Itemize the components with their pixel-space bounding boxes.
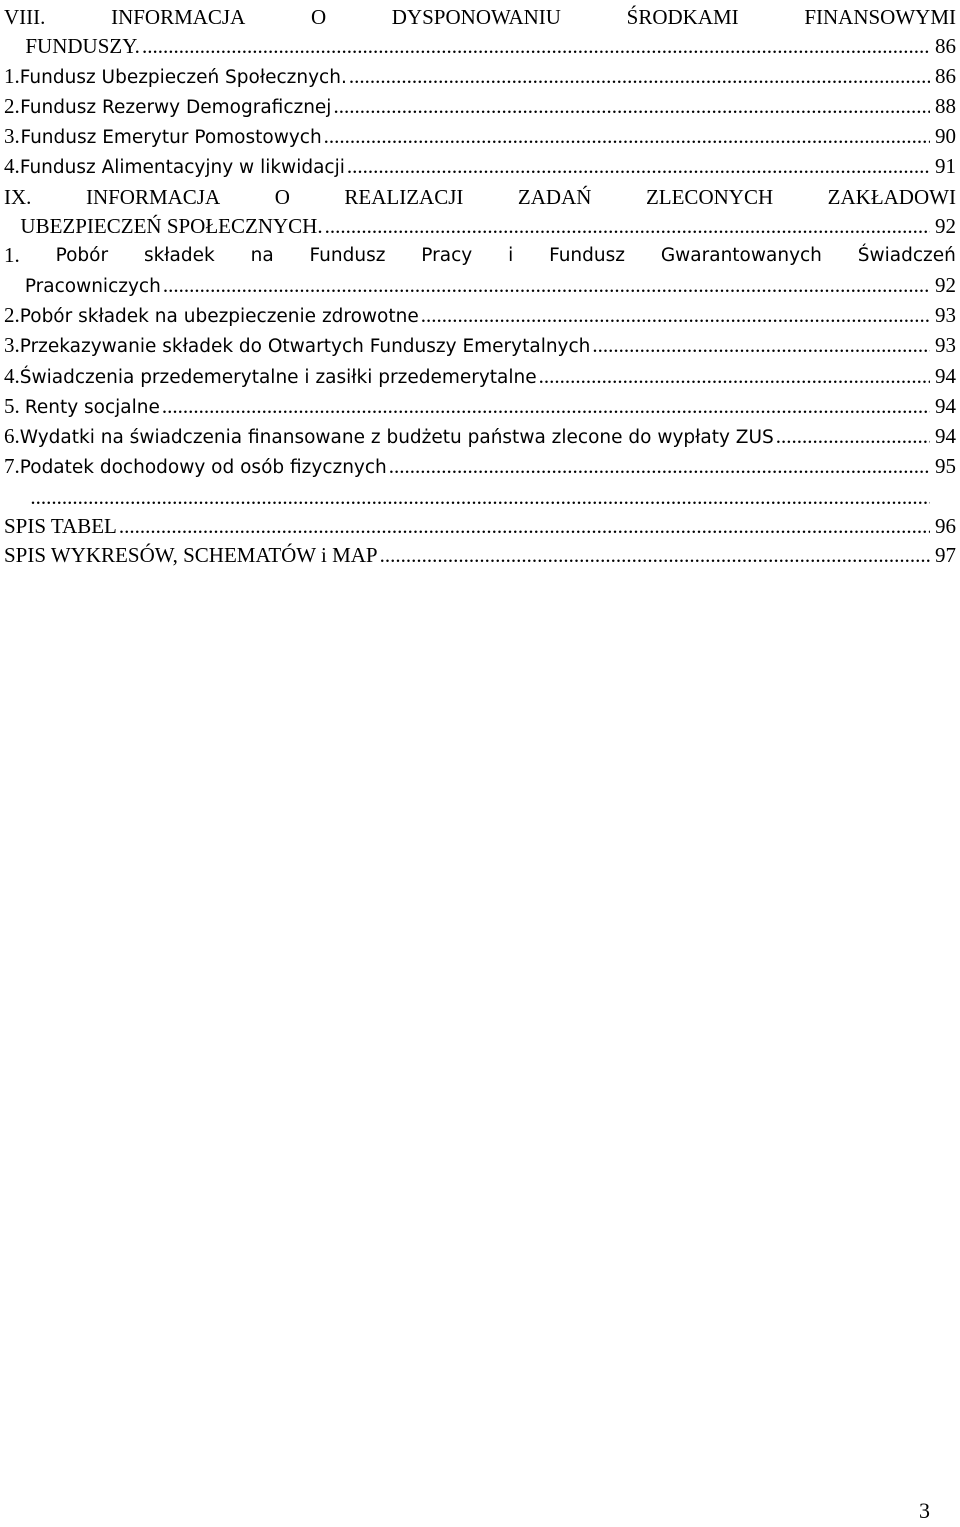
toc-page-number: 94 [935, 424, 956, 449]
toc-word: INFORMACJA [111, 5, 246, 29]
leader-dots [30, 483, 930, 512]
toc-word: FINANSOWYMI [804, 5, 956, 29]
leader-dots [162, 392, 930, 421]
toc-entry-text: Pracowniczych [24, 275, 161, 297]
toc-entry-number: 4. [4, 363, 20, 388]
toc-word: Fundusz [549, 245, 625, 267]
toc-word: ŚRODKAMI [626, 5, 739, 29]
leader-dots [163, 271, 930, 300]
leader-dots [421, 301, 930, 330]
toc-entry-text: SPIS TABEL [4, 514, 117, 539]
page-number: 3 [919, 1498, 930, 1523]
toc-entry-text: Fundusz Alimentacyjny w likwidacji [19, 157, 345, 179]
toc-heading-continuation [4, 32, 956, 61]
leader-dots [119, 512, 930, 541]
toc-entry[interactable] [4, 392, 956, 422]
toc-section-viii[interactable] [4, 3, 956, 62]
toc-entry-number: 5. [4, 393, 20, 418]
toc-word: VIII. [4, 5, 46, 29]
toc-page-number: 86 [935, 63, 956, 88]
toc-entry-text: Świadczenia przedemerytalne i zasiłki przedemerytalne [19, 366, 537, 388]
toc-heading-continuation [4, 212, 956, 241]
toc-entry-text: Pobór składek na ubezpieczenie zdrowotne [19, 305, 419, 327]
toc-entry-number: 3. [4, 124, 20, 149]
toc-entry-spis-tabel[interactable] [4, 512, 956, 541]
toc-page-number: 92 [935, 214, 956, 239]
toc-page-number: 93 [935, 333, 956, 358]
toc-entry-text: UBEZPIECZEŃ SPOŁECZNYCH. [20, 214, 323, 239]
toc-word: składek [143, 245, 215, 267]
toc-entry[interactable] [4, 122, 956, 152]
leader-dots [389, 452, 930, 481]
toc-word: DYSPONOWANIU [391, 5, 561, 29]
toc-entry-number: 6. [4, 424, 20, 449]
toc-page-number: 92 [935, 272, 956, 297]
toc-page-number: 86 [935, 34, 956, 59]
toc-word: ZADAŃ [517, 184, 592, 209]
toc-entry-text: FUNDUSZY. [25, 34, 140, 59]
toc-entry[interactable] [4, 422, 956, 452]
toc-entry-line [4, 241, 956, 270]
table-of-contents [4, 3, 956, 571]
toc-page-number: 90 [935, 124, 956, 149]
toc-entry[interactable] [4, 301, 956, 331]
toc-word: Fundusz [309, 245, 386, 267]
toc-entry-number: 2. [4, 302, 20, 327]
toc-entry-number: 4. [4, 154, 20, 179]
toc-word: i [508, 245, 514, 267]
toc-entry-spis-wykresow[interactable] [4, 541, 956, 570]
toc-word: IX. [4, 184, 32, 209]
toc-page-number: 88 [935, 93, 956, 118]
toc-word: Gwarantowanych [660, 245, 822, 267]
toc-entry-text: Wydatki na świadczenia finansowane z budżetu państwa zlecone do wypłaty ZUS [19, 427, 774, 449]
toc-entry-text: Fundusz Ubezpieczeń Społecznych. [19, 66, 347, 88]
toc-entry-text: Podatek dochodowy od osób fizycznych [19, 457, 387, 479]
toc-page-number: 94 [935, 363, 956, 388]
leader-dots [349, 62, 930, 91]
toc-page-number: 94 [935, 393, 956, 418]
toc-section-ix[interactable] [4, 183, 956, 242]
leader-dots [333, 92, 930, 121]
toc-entry-text: Fundusz Rezerwy Demograficznej [20, 96, 332, 118]
toc-entry[interactable] [4, 92, 956, 122]
leader-dots [539, 362, 930, 391]
toc-entry-number: 1. [4, 243, 20, 268]
toc-heading-line [4, 3, 956, 32]
toc-word: O [310, 5, 327, 29]
toc-page-number: 97 [935, 543, 956, 568]
toc-entry-multiline[interactable] [4, 241, 956, 301]
leader-dots [776, 422, 930, 451]
leader-dots [142, 32, 930, 61]
toc-word: ZAKŁADOWI [827, 184, 956, 209]
leader-dots [347, 152, 930, 181]
toc-page-number: 93 [935, 302, 956, 327]
toc-entry[interactable] [4, 62, 956, 92]
toc-word: INFORMACJA [85, 184, 221, 209]
toc-entry-number: 1. [4, 63, 20, 88]
toc-entry[interactable] [4, 452, 956, 482]
toc-entry[interactable] [4, 362, 956, 392]
toc-entry[interactable] [4, 331, 956, 361]
toc-entry-number: 2. [4, 93, 20, 118]
toc-word: Świadczeń [857, 245, 956, 267]
toc-word: O [274, 184, 290, 209]
toc-entry-number: 3. [4, 333, 20, 358]
toc-entry[interactable] [4, 483, 956, 512]
toc-word: REALIZACJI [344, 184, 464, 209]
leader-dots [380, 541, 930, 570]
toc-entry-text: Przekazywanie składek do Otwartych Funduszy Emerytalnych [19, 336, 591, 358]
leader-dots [592, 331, 930, 360]
toc-page-number: 91 [935, 154, 956, 179]
toc-entry-number: 7. [4, 454, 20, 479]
toc-entry-text: SPIS WYKRESÓW, SCHEMATÓW i MAP [4, 543, 378, 568]
toc-page-number: 96 [935, 514, 956, 539]
toc-page-number: 95 [935, 454, 956, 479]
toc-word: na [250, 245, 274, 267]
toc-entry-text: Renty socjalne [24, 396, 160, 418]
leader-dots [324, 122, 930, 151]
toc-word: Pobór [55, 245, 109, 267]
toc-heading-line [4, 183, 956, 212]
toc-word: ZLECONYCH [645, 184, 774, 209]
toc-entry[interactable] [4, 152, 956, 182]
toc-word: Pracy [421, 245, 473, 267]
toc-entry-text: Fundusz Emerytur Pomostowych [20, 127, 322, 149]
leader-dots [325, 212, 930, 241]
